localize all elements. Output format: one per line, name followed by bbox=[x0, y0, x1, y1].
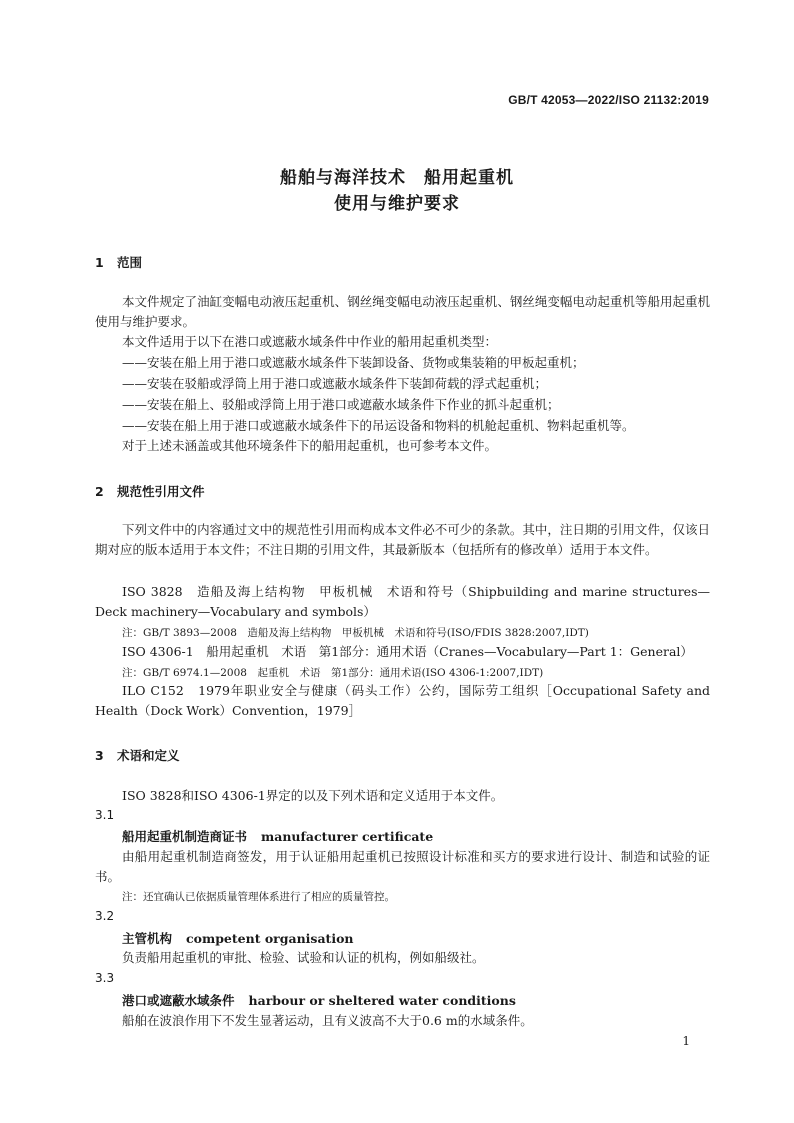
section-number: 3 bbox=[95, 748, 104, 763]
standard-number-header: GB/T 42053—2022/ISO 21132:2019 bbox=[508, 93, 709, 107]
term-definition: 由船用起重机制造商签发，用于认证船用起重机已按照设计标准和买方的要求进行设计、制造和试验的证书。 bbox=[95, 849, 710, 884]
term-number: 3.2 bbox=[95, 909, 115, 923]
section-2-para-1: 下列文件中的内容通过文中的规范性引用而构成本文件必不可少的条款。其中，注日期的引用文件，仅该日期对应的版本适用于本文件；不注日期的引用文件，其最新版本（包括所有的修改单）适用于本文件。 bbox=[95, 522, 710, 557]
section-title: 术语和定义 bbox=[117, 748, 180, 763]
term-note: 注：还宜确认已依据质量管理体系进行了相应的质量管控。 bbox=[122, 891, 395, 903]
term-english: harbour or sheltered water conditions bbox=[248, 993, 516, 1008]
normative-reference-iso-3828: ISO 3828 造船及海上结构物 甲板机械 术语和符号（Shipbuilding and marine structures—Deck machinery—Vocabulary and symbols） bbox=[95, 584, 710, 619]
term-number: 3.3 bbox=[95, 971, 115, 985]
section-1-para-3: 对于上述未涵盖或其他环境条件下的船用起重机，也可参考本文件。 bbox=[122, 438, 498, 453]
page-number: 1 bbox=[682, 1034, 690, 1048]
section-1-para-2: 本文件适用于以下在港口或遮蔽水域条件中作业的船用起重机类型： bbox=[122, 334, 498, 349]
section-1-para-1: 本文件规定了油缸变幅电动液压起重机、钢丝绳变幅电动液压起重机、钢丝绳变幅电动起重机等船用起重机使用与维护要求。 bbox=[95, 294, 710, 329]
section-number: 1 bbox=[95, 255, 104, 270]
term-definition: 负责船用起重机的审批、检验、试验和认证的机构，例如船级社。 bbox=[122, 950, 485, 965]
note-gbt-3893: 注：GB/T 3893—2008 造船及海上结构物 甲板机械 术语和符号(ISO/FDIS 3828:2007,IDT) bbox=[122, 627, 589, 639]
list-item: ——安装在船上用于港口或遮蔽水域条件下装卸设备、货物或集装箱的甲板起重机； bbox=[122, 355, 585, 370]
title-line-1: 船舶与海洋技术 船用起重机 bbox=[280, 168, 514, 188]
term-heading bbox=[122, 991, 516, 1009]
normative-reference-ilo-c152: ILO C152 1979年职业安全与健康（码头工作）公约，国际劳工组织［Occupational Safety and Health（Dock Work）Convention，1979］ bbox=[95, 683, 710, 718]
term-chinese: 船用起重机制造商证书 bbox=[122, 829, 248, 844]
term-english: competent organisation bbox=[186, 931, 354, 946]
section-title: 规范性引用文件 bbox=[117, 484, 205, 499]
term-number: 3.1 bbox=[95, 808, 115, 822]
section-3-heading bbox=[95, 746, 180, 764]
section-1-heading bbox=[95, 253, 142, 271]
list-item: ——安装在船上、驳船或浮筒上用于港口或遮蔽水域条件下作业的抓斗起重机； bbox=[122, 397, 560, 412]
term-heading bbox=[122, 929, 354, 947]
section-number: 2 bbox=[95, 484, 104, 499]
list-item: ——安装在驳船或浮筒上用于港口或遮蔽水域条件下装卸荷载的浮式起重机； bbox=[122, 376, 548, 391]
term-definition: 船舶在波浪作用下不发生显著运动，且有义波高不大于0.6 m的水域条件。 bbox=[122, 1013, 533, 1028]
list-item: ——安装在船上用于港口或遮蔽水域条件下的吊运设备和物料的机舱起重机、物料起重机等。 bbox=[122, 418, 635, 433]
term-chinese: 主管机构 bbox=[122, 931, 173, 946]
normative-reference-iso-4306-1: ISO 4306-1 船用起重机 术语 第1部分：通用术语（Cranes—Vocabulary—Part 1：General） bbox=[122, 644, 693, 659]
section-2-heading bbox=[95, 482, 205, 500]
section-title: 范围 bbox=[117, 255, 143, 270]
note-gbt-6974-1: 注：GB/T 6974.1—2008 起重机 术语 第1部分：通用术语(ISO 4306-1:2007,IDT) bbox=[122, 667, 544, 679]
term-chinese: 港口或遮蔽水域条件 bbox=[122, 993, 235, 1008]
section-3-intro: ISO 3828和ISO 4306-1界定的以及下列术语和定义适用于本文件。 bbox=[122, 788, 504, 803]
term-heading bbox=[122, 827, 433, 845]
title-line-2: 使用与维护要求 bbox=[334, 194, 460, 214]
term-english: manufacturer certificate bbox=[261, 829, 434, 844]
